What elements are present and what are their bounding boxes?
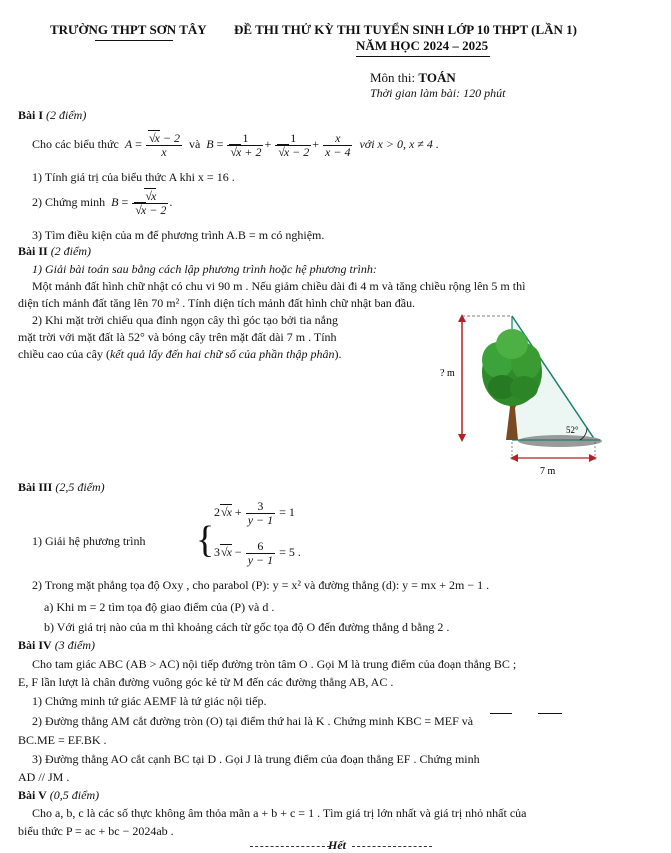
bai4-q3-line2: AD // JM . [18, 770, 70, 784]
height-arrow-bottom [458, 434, 466, 442]
bai4-q3-line1: 3) Đường thẳng AO cắt cạnh BC tại D . Gọi J là trung điểm của đoạn thẳng EF . Chứng minh [32, 752, 480, 766]
bai1-points: (2 điểm) [46, 108, 87, 122]
system-eq1: 2√ x + $\frac{3}{y - 1}$ = 1 [214, 500, 295, 526]
year-underline [356, 56, 490, 57]
bai3-q2a: a) Khi m = 2 tìm tọa độ giao điểm của (P) và d . [44, 600, 275, 614]
bai3-q2: 2) Trong mặt phẳng tọa độ Oxy , cho parabol (P): y = x² và đường thẳng (d): y = mx + 2m − 1 . [32, 578, 490, 592]
school-year: NĂM HỌC 2024 – 2025 [356, 38, 489, 53]
bai3-q1: 1) Giải hệ phương trình [32, 534, 146, 548]
subject-label: Môn thi: [370, 70, 416, 85]
bai2-p2-line3 [18, 347, 341, 362]
bai1-condition: với x > 0, x ≠ 4 . [359, 136, 439, 151]
bai2-p1-line2: diện tích mảnh đất tăng lên 70 m² . Tính diện tích mảnh đất hình chữ nhật ban đầu. [18, 296, 416, 310]
bai2-p2-line2: mặt trời với mặt đất là 52° và bóng cây trên mặt đất dài 7 m . Tính [18, 330, 337, 344]
tree-figure [440, 312, 615, 482]
bai3-heading [18, 480, 105, 495]
duration: Thời gian làm bài: 120 phút [370, 86, 506, 100]
subject-line [370, 70, 456, 86]
bai4-q2-line2: BC.ME = EF.BK . [18, 733, 107, 747]
bai2-p1-line1: Một mảnh đất hình chữ nhật có chu vi 90 m . Nếu giảm chiều dài đi 4 m và tăng chiều rộng lên 5 m thì [32, 279, 526, 293]
bai2-p2-line3b: kết quả lấy đến hai chữ số của phần thập phân [109, 347, 335, 361]
height-label: ? m [440, 368, 455, 379]
bai4-q2-line1: 2) Đường thẳng AM cắt đường tròn (O) tại điểm thứ hai là K . Chứng minh KBC = MEF và [32, 714, 474, 728]
subject: TOÁN [418, 70, 456, 85]
bai4-heading [18, 638, 95, 653]
bai3-q2b: b) Với giá trị nào của m thì khoảng cách từ gốc tọa độ O đến đường thẳng d bằng 2 . [44, 620, 450, 634]
end-dash-left [250, 846, 330, 847]
bai1-expressions: Cho các biểu thức A = √ $\frac{x - 2}{x}$ và B = 1 √ x + 2 + 1 √ x − 2 + $\frac{x}{x - 4}$ với x > 0, x ≠ 4 . [32, 132, 439, 158]
bai5-title: Bài V [18, 788, 47, 802]
bai2-heading [18, 244, 91, 259]
base-arrow-left [510, 454, 518, 462]
school-underline [95, 40, 173, 41]
bai1-q2-text: 2) Chứng minh [32, 194, 106, 209]
bai4-intro1: Cho tam giác ABC (AB > AC) nội tiếp đường tròn tâm O . Gọi M là trung điểm của đoạn thẳng BC ; [32, 657, 517, 671]
system-eq2: 3√ x − $\frac{6}{y - 1}$ = 5 . [214, 540, 301, 566]
angle-hat-kbc [490, 713, 512, 714]
bai1-q2: 2) Chứng minh B = √ x √ x − 2 . [32, 190, 172, 216]
bai2-p2-line1: 2) Khi mặt trời chiếu qua đỉnh ngọn cây thì góc tạo bởi tia nắng [32, 313, 338, 327]
bai4-intro2: E, F lần lượt là chân đường vuông góc kẻ từ M đến các đường thẳng AB, AC . [18, 675, 394, 689]
end-dash-right [352, 846, 432, 847]
school-name: TRƯỜNG THPT SƠN TÂY [50, 22, 207, 37]
angle-label: 52° [566, 425, 579, 435]
bai2-title: Bài II [18, 244, 48, 258]
system-brace: { [196, 519, 215, 561]
exam-title: ĐỀ THI THỬ KỲ THI TUYỂN SINH LỚP 10 THPT (LẦN 1) [234, 22, 578, 37]
bai2-points: (2 điểm) [50, 244, 92, 258]
bai4-title: Bài IV [18, 638, 52, 652]
bai1-intro: Cho các biểu thức [32, 136, 119, 151]
bai1-and: và [188, 136, 201, 151]
end-marker: Hết [328, 838, 346, 852]
tree-shadow [518, 435, 602, 447]
bai4-q1: 1) Chứng minh tứ giác AEMF là tứ giác nội tiếp. [32, 694, 267, 708]
bai2-p2-line3a: chiều cao của cây ( [18, 347, 110, 361]
bai5-line2: biểu thức P = ac + bc − 2024ab . [18, 824, 174, 838]
base-arrow-right [589, 454, 597, 462]
base-label: 7 m [540, 466, 556, 477]
bai5-heading [18, 788, 99, 803]
bai1-q3: 3) Tìm điều kiện của m để phương trình A.B = m có nghiệm. [32, 228, 325, 242]
bai4-points: (3 điểm) [54, 638, 96, 652]
tree-canopy [482, 329, 542, 406]
bai5-points: (0,5 điểm) [49, 788, 100, 802]
bai5-line1: Cho a, b, c là các số thực không âm thỏa mãn a + b + c = 1 . Tìm giá trị lớn nhất và giá trị nhỏ nhất của [32, 806, 527, 820]
bai3-points: (2,5 điểm) [55, 480, 105, 494]
bai2-p2-line3c: ). [334, 347, 342, 361]
bai2-p1-title: 1) Giải bài toán sau bằng cách lập phương trình hoặc hệ phương trình: [32, 262, 377, 276]
bai1-title: Bài I [18, 108, 44, 122]
angle-hat-mef [538, 713, 562, 714]
bai1-q1: 1) Tính giá trị của biểu thức A khi x = 16 . [32, 170, 235, 184]
bai3-title: Bài III [18, 480, 53, 494]
height-arrow-top [458, 314, 466, 322]
bai1-heading [18, 108, 86, 123]
